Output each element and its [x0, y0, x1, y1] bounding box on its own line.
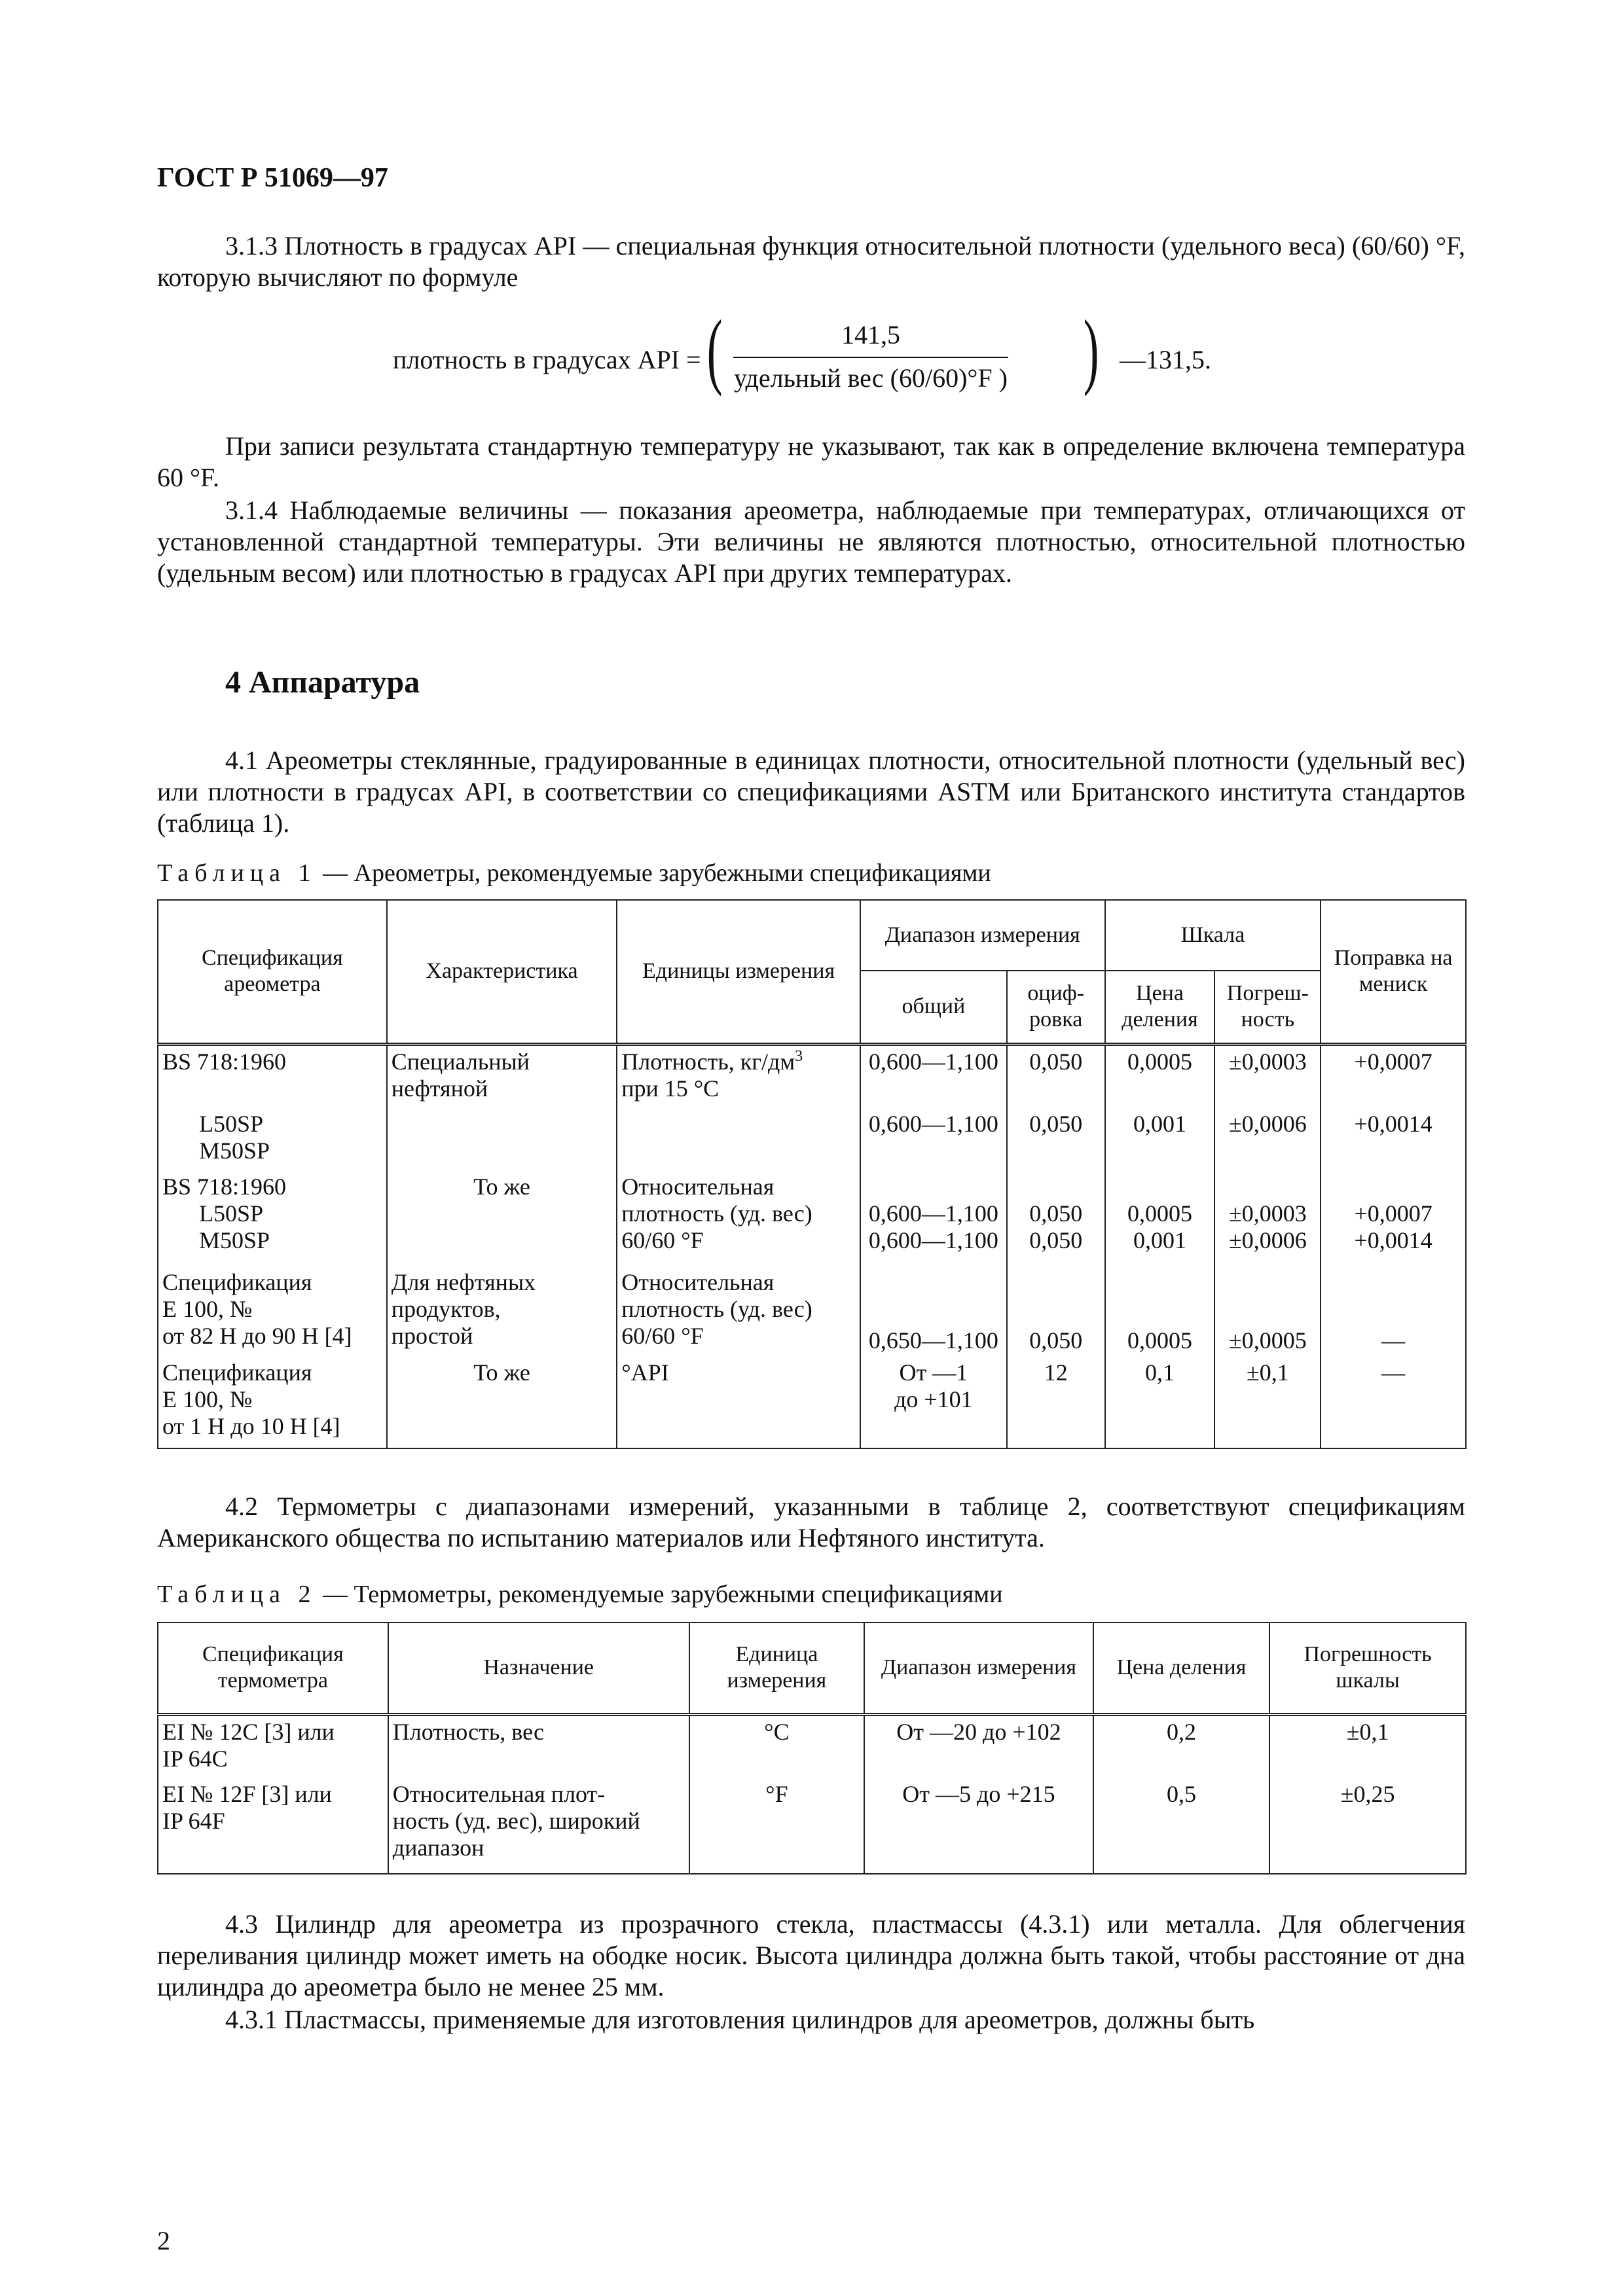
table2-caption-text: — Термометры, рекомендуемые зарубежными спецификациями	[316, 1581, 1003, 1608]
cell-spec-2: IP 64C	[162, 1745, 228, 1772]
table2-header-error: Погрешность шкалы	[1269, 1623, 1466, 1714]
table1-header-units: Единицы измерения	[617, 900, 860, 1044]
cell-error: ±0,0006	[1214, 1108, 1321, 1171]
cell-total: 0,650—1,100	[860, 1266, 1007, 1357]
cell-characteristic-3: простой	[391, 1323, 473, 1349]
cell-unit: °F	[689, 1778, 865, 1874]
cell-characteristic	[387, 1108, 617, 1171]
table1-header-spec: Спецификация ареометра	[158, 900, 387, 1044]
cell-meniscus: —	[1321, 1266, 1466, 1357]
cell-characteristic: Специальный нефтяной	[391, 1048, 530, 1102]
cell-spec: Спецификация	[162, 1269, 312, 1295]
formula-numerator: 141,5	[841, 320, 900, 350]
paragraph-4-3: 4.3 Цилиндр для ареометра из прозрачного стекла, пластмассы (4.3.1) или металла. Для облегчения переливания цилиндр может иметь на ободке носик. Высота цилиндра должна быть такой, чтобы расстояние от дна цилиндра до ареометра было не менее 25 мм.	[157, 1909, 1465, 2001]
cell-division: 0,0005	[1105, 1266, 1215, 1357]
table-row	[158, 1778, 1466, 1874]
cell-spec-2: M50SP	[199, 1138, 270, 1164]
cell-units: Плотность, $кг/дм^3$	[621, 1047, 803, 1075]
cell-error-b: ±0,0006	[1228, 1227, 1307, 1253]
cell-meniscus-a: +0,0007	[1354, 1200, 1432, 1227]
table-row	[158, 1171, 1466, 1266]
table1-caption-label: Таблица 1	[157, 859, 317, 887]
document-header: ГОСТ Р 51069—97	[157, 163, 388, 193]
paragraph-3-1-3: 3.1.3 Плотность в градусах API — специальная функция относительной плотности (удельного веса) (60/60) °F, которую вычисляют по формуле	[157, 231, 1465, 292]
cell-spec-3: от 1 Н до 10 Н [4]	[162, 1413, 340, 1439]
table-row	[158, 1108, 1466, 1171]
cell-purpose-3: диапазон	[392, 1835, 484, 1861]
cell-meniscus: —	[1321, 1357, 1466, 1448]
api-gravity-formula	[393, 303, 1309, 406]
cell-digitized: 0,050	[1007, 1044, 1105, 1108]
cell-total: 0,600—1,100	[860, 1108, 1007, 1171]
table1-header-scale-division: Цена деления	[1105, 971, 1215, 1044]
cell-total-b: 0,600—1,100	[868, 1227, 998, 1253]
paragraph-note: При записи результата стандартную температуру не указывают, так как в определение включена температура 60 °F.	[157, 431, 1465, 492]
table-row	[158, 1714, 1466, 1778]
cell-error: ±0,0003	[1214, 1044, 1321, 1108]
cell-meniscus: +0,0014	[1321, 1108, 1466, 1171]
cell-units	[617, 1108, 860, 1171]
paragraph-4-1: 4.1 Ареометры стеклянные, градуированные в единицах плотности, относительной плотности (удельный вес) или плотности в градусах API, в соответствии со спецификациями ASTM или Британского института стандартов (таблица 1).	[157, 745, 1465, 838]
cell-division-a: 0,0005	[1127, 1200, 1192, 1227]
table1-header-scale-group: Шкала	[1105, 900, 1321, 971]
table1-header-range-digitized: оциф-ровка	[1007, 971, 1105, 1044]
paragraph-4-3-1: 4.3.1 Пластмассы, применяемые для изготовления цилиндров для ареометров, должны быть	[225, 2005, 1255, 2034]
cell-characteristic-2: продуктов,	[391, 1296, 501, 1322]
cell-error: ±0,0005	[1214, 1266, 1321, 1357]
cell-total: 0,600—1,100	[860, 1044, 1007, 1108]
cell-units: Относительная	[621, 1174, 775, 1200]
table2-header-unit: Единица измерения	[689, 1623, 865, 1714]
page-number: 2	[157, 2226, 170, 2255]
table2-caption	[157, 1580, 1003, 1609]
formula-denominator: удельный вес (60/60)°F )	[734, 363, 1008, 393]
cell-spec-2: L50SP	[199, 1200, 264, 1227]
cell-units-3: 60/60 °F	[621, 1227, 704, 1253]
table1-header-characteristic: Характеристика	[387, 900, 617, 1044]
cell-meniscus-b: +0,0014	[1354, 1227, 1432, 1253]
cell-spec-2: Е 100, №	[162, 1386, 253, 1412]
cell-purpose: Плотность, вес	[388, 1714, 689, 1778]
table2-thermometers	[157, 1622, 1467, 1874]
cell-spec-3: M50SP	[199, 1227, 270, 1253]
cell-range: От —20 до +102	[864, 1714, 1093, 1778]
cell-error: ±0,1	[1269, 1714, 1466, 1778]
cell-division: 0,2	[1093, 1714, 1270, 1778]
table-row	[158, 1044, 1466, 1108]
table1-header-range-group: Диапазон измерения	[860, 900, 1105, 971]
cell-spec: L50SP	[199, 1111, 264, 1137]
formula-fraction-bar	[733, 357, 1008, 358]
table2-header-range: Диапазон измерения	[864, 1623, 1093, 1714]
table-row	[158, 1266, 1466, 1357]
table1-caption	[157, 859, 991, 888]
cell-characteristic: То же	[387, 1171, 617, 1266]
cell-division: 0,0005	[1105, 1044, 1215, 1108]
cell-meniscus: +0,0007	[1321, 1044, 1466, 1108]
cell-spec: Спецификация	[162, 1359, 312, 1386]
cell-spec: BS 718:1960	[162, 1048, 287, 1075]
cell-units-2: при 15 °С	[621, 1075, 720, 1102]
table1-hydrometers	[157, 899, 1467, 1449]
formula-lhs: плотность в градусах API =	[393, 345, 701, 374]
table2-header-spec: Спецификация термометра	[158, 1623, 388, 1714]
cell-spec-3: от 82 Н до 90 Н [4]	[162, 1323, 352, 1349]
cell-error: ±0,25	[1269, 1778, 1466, 1874]
cell-units: °API	[617, 1357, 860, 1448]
cell-digitized-a: 0,050	[1029, 1200, 1083, 1227]
cell-spec-2: Е 100, №	[162, 1296, 253, 1322]
section-4-title: 4 Аппаратура	[225, 665, 420, 700]
cell-digitized: 0,050	[1007, 1266, 1105, 1357]
cell-purpose: Относительная плот-	[392, 1781, 606, 1807]
cell-total: От —1	[899, 1359, 968, 1386]
paragraph-4-2: 4.2 Термометры с диапазонами измерений, указанными в таблице 2, соответствуют спецификациям Американского общества по испытанию материалов или Нефтяного института.	[157, 1492, 1465, 1552]
cell-digitized-b: 0,050	[1029, 1227, 1083, 1253]
formula-right-paren: )	[1083, 303, 1099, 397]
table1-caption-text: — Ареометры, рекомендуемые зарубежными спецификациями	[316, 859, 991, 887]
cell-division: 0,5	[1093, 1778, 1270, 1874]
cell-digitized: 0,050	[1007, 1108, 1105, 1171]
cell-units-3: 60/60 °F	[621, 1323, 704, 1349]
cell-characteristic: То же	[387, 1357, 617, 1448]
cell-characteristic: Для нефтяных	[391, 1269, 536, 1295]
formula-rhs: —131,5.	[1120, 345, 1211, 374]
cell-spec: EI № 12С [3] или	[162, 1718, 335, 1745]
table2-header-purpose: Назначение	[388, 1623, 689, 1714]
paragraph-3-1-4: 3.1.4 Наблюдаемые величины — показания ареометра, наблюдаемые при температурах, отличающихся от установленной стандартной температуры. Эти величины не являются плотностью, относительной плотностью (удельным весом) или плотностью в градусах API при других температурах.	[157, 495, 1465, 588]
table1-header-meniscus: Поправка на мениск	[1321, 900, 1466, 1044]
table2-header-division: Цена деления	[1093, 1623, 1270, 1714]
cell-spec: EI № 12F [3] или	[162, 1781, 332, 1807]
table1-header-range-total: общий	[860, 971, 1007, 1044]
table2-caption-label: Таблица 2	[157, 1581, 317, 1608]
cell-total-a: 0,600—1,100	[868, 1200, 998, 1227]
cell-units-2: плотность (уд. вес)	[621, 1200, 812, 1227]
cell-division-b: 0,001	[1133, 1227, 1186, 1253]
cell-digitized: 12	[1007, 1357, 1105, 1448]
formula-left-paren: (	[706, 303, 723, 397]
cell-error: ±0,1	[1214, 1357, 1321, 1448]
cell-purpose-2: ность (уд. вес), широкий	[392, 1808, 640, 1834]
cell-spec: BS 718:1960	[162, 1174, 287, 1200]
cell-error-a: ±0,0003	[1228, 1200, 1307, 1227]
cell-range: От —5 до +215	[864, 1778, 1093, 1874]
cell-unit: °С	[689, 1714, 865, 1778]
cell-units-2: плотность (уд. вес)	[621, 1296, 812, 1322]
cell-spec-2: IP 64F	[162, 1808, 225, 1834]
cell-division: 0,001	[1105, 1108, 1215, 1171]
table1-header-scale-error: Погреш-ность	[1214, 971, 1321, 1044]
cell-units: Относительная	[621, 1269, 775, 1295]
cell-total-2: до +101	[894, 1386, 973, 1412]
table-row	[158, 1357, 1466, 1448]
cell-division: 0,1	[1105, 1357, 1215, 1448]
